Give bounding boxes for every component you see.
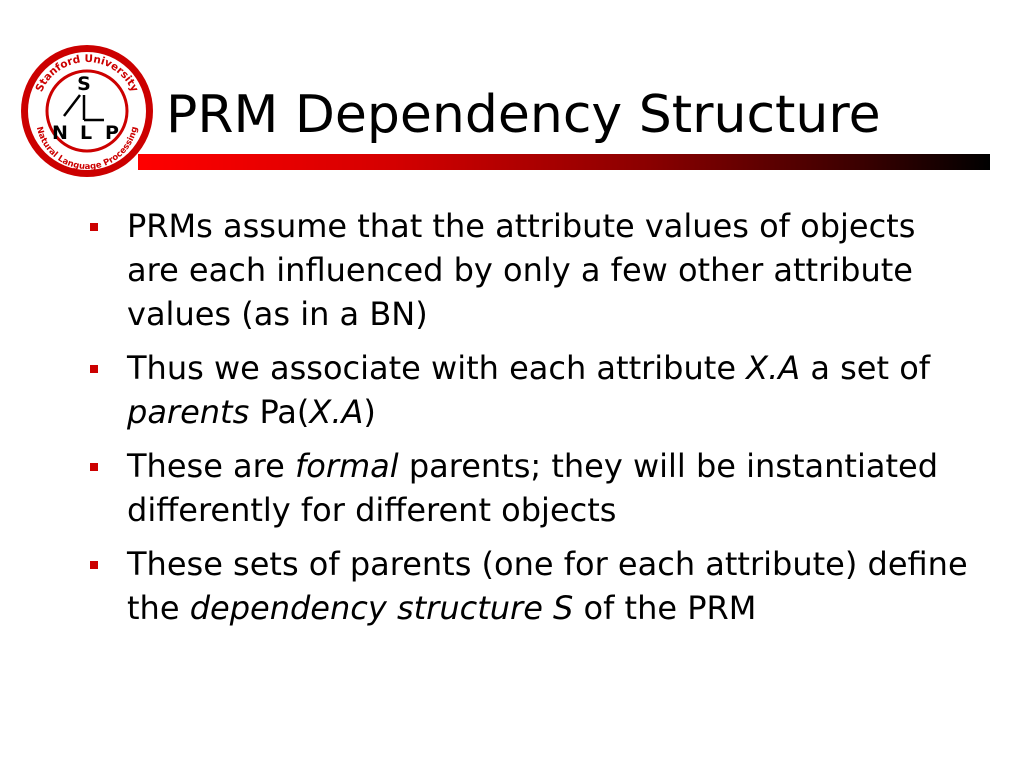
bullet-text-italic: parents	[127, 393, 250, 431]
bullet-text-part: )	[363, 393, 376, 431]
bullet-square-icon	[90, 561, 98, 569]
slide-title: PRM Dependency Structure	[166, 85, 881, 145]
bullet-item-3	[90, 444, 970, 532]
bullet-text-part: parents; they will be instantiated differently for different objects	[127, 447, 939, 529]
title-underline-bar	[138, 154, 990, 170]
bullet-text: PRMs assume that the attribute values of objects are each influenced by only a few other attribute values (as in a BN)	[127, 207, 916, 333]
bullet-text-italic: dependency structure S	[189, 589, 574, 627]
bullet-text-part: of the PRM	[573, 589, 757, 627]
bullet-square-icon	[90, 223, 98, 231]
bullet-list	[90, 204, 970, 640]
stanford-nlp-logo	[18, 42, 156, 180]
bullet-text-part: These sets of parents (one for each attribute) define the	[127, 545, 968, 627]
logo-letter-l: L	[79, 122, 93, 144]
bullet-text-part: Thus we associate with each attribute	[127, 349, 747, 387]
logo-letter-p: P	[105, 122, 119, 144]
bullet-item-4	[90, 542, 970, 630]
bullet-square-icon	[90, 365, 98, 373]
bullet-text-italic: formal	[294, 447, 399, 485]
bullet-text-part: Pa(	[249, 393, 310, 431]
bullet-text-part: These are	[127, 447, 295, 485]
logo-ring-text-top: Stanford University	[33, 52, 141, 94]
bullet-square-icon	[90, 463, 98, 471]
logo-ring-text-bottom: Natural Language Processing	[33, 125, 141, 173]
logo-letter-s: S	[77, 73, 91, 95]
bullet-item-2	[90, 346, 970, 434]
logo-letter-n: N	[52, 122, 68, 144]
bullet-text-italic: X.A	[746, 349, 801, 387]
bullet-item-1	[90, 204, 970, 336]
bullet-text-italic: X.A	[309, 393, 364, 431]
bullet-text-part: a set of	[800, 349, 931, 387]
